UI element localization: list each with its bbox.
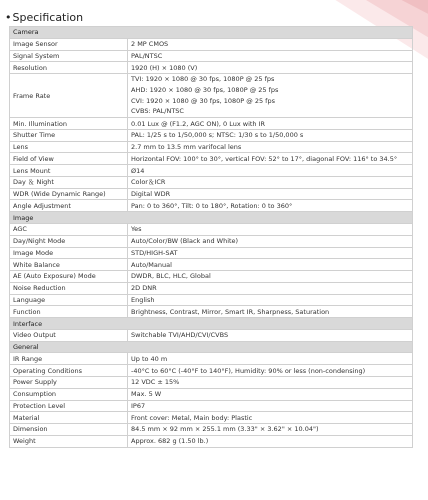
spec-value: 1920 (H) × 1080 (V): [128, 62, 413, 74]
spec-label: Noise Reduction: [10, 282, 128, 294]
title-bullet: •: [5, 11, 12, 24]
section-title: Image: [10, 212, 413, 224]
spec-value: Color＆ICR: [128, 176, 413, 188]
spec-label: Signal System: [10, 50, 128, 62]
spec-label: Weight: [10, 435, 128, 447]
spec-row: [10, 50, 413, 62]
spec-row: [10, 412, 413, 424]
spec-row: [10, 271, 413, 283]
section-title: General: [10, 341, 413, 353]
spec-row: [10, 424, 413, 436]
spec-value: 2.7 mm to 13.5 mm varifocal lens: [128, 141, 413, 153]
spec-label: IR Range: [10, 353, 128, 365]
title-text: Specification: [12, 11, 84, 24]
spec-label: Frame Rate: [10, 74, 128, 118]
spec-row: [10, 38, 413, 50]
spec-row: [10, 259, 413, 271]
spec-row: [10, 435, 413, 447]
spec-value: 2D DNR: [128, 282, 413, 294]
spec-value: Approx. 682 g (1.50 lb.): [128, 435, 413, 447]
spec-label: Day ＆ Night: [10, 176, 128, 188]
spec-value: 0.01 Lux @ (F1.2, AGC ON), 0 Lux with IR: [128, 118, 413, 130]
spec-row: [10, 282, 413, 294]
section-title: Camera: [10, 27, 413, 39]
spec-label: Shutter Time: [10, 129, 128, 141]
spec-value: STD/HIGH-SAT: [128, 247, 413, 259]
spec-row: [10, 176, 413, 188]
spec-row: [10, 400, 413, 412]
spec-value: Pan: 0 to 360°, Tilt: 0 to 180°, Rotation: 0 to 360°: [128, 200, 413, 212]
spec-value: Up to 40 m: [128, 353, 413, 365]
spec-label: Operating Conditions: [10, 365, 128, 377]
spec-row: [10, 141, 413, 153]
spec-row: [10, 224, 413, 236]
spec-value: Max. 5 W: [128, 388, 413, 400]
section-title: Interface: [10, 318, 413, 330]
spec-value: Auto/Manual: [128, 259, 413, 271]
spec-label: Lens: [10, 141, 128, 153]
spec-row: [10, 353, 413, 365]
spec-row: [10, 306, 413, 318]
spec-value-line: AHD: 1920 × 1080 @ 30 fps, 1080P @ 25 fps: [131, 85, 279, 94]
spec-row: [10, 200, 413, 212]
spec-row: [10, 188, 413, 200]
spec-value: Digital WDR: [128, 188, 413, 200]
spec-value: Yes: [128, 224, 413, 236]
spec-row: [10, 118, 413, 130]
spec-value: 2 MP CMOS: [128, 38, 413, 50]
spec-row: [10, 376, 413, 388]
spec-value: Auto/Color/BW (Black and White): [128, 235, 413, 247]
spec-value: English: [128, 294, 413, 306]
spec-value-line: CVI: 1920 × 1080 @ 30 fps, 1080P @ 25 fps: [131, 96, 275, 105]
spec-label: Angle Adjustment: [10, 200, 128, 212]
spec-value-line: CVBS: PAL/NTSC: [131, 107, 184, 116]
spec-row: [10, 165, 413, 177]
spec-value: 84.5 mm × 92 mm × 255.1 mm (3.33" × 3.62" × 10.04"): [128, 424, 413, 436]
spec-value: IP67: [128, 400, 413, 412]
spec-label: Lens Mount: [10, 165, 128, 177]
spec-value: 12 VDC ± 15%: [128, 376, 413, 388]
spec-row: [10, 388, 413, 400]
spec-label: WDR (Wide Dynamic Range): [10, 188, 128, 200]
section-header: [10, 318, 413, 330]
spec-value: DWDR, BLC, HLC, Global: [128, 271, 413, 283]
spec-value: Ø14: [128, 165, 413, 177]
spec-value: Horizontal FOV: 100° to 30°, vertical FOV: 52° to 17°, diagonal FOV: 116° to 34.5°: [128, 153, 413, 165]
spec-label: Image Sensor: [10, 38, 128, 50]
spec-label: Consumption: [10, 388, 128, 400]
spec-row: [10, 153, 413, 165]
spec-table: [9, 26, 413, 448]
spec-label: White Balance: [10, 259, 128, 271]
spec-value: PAL/NTSC: [128, 50, 413, 62]
spec-row: [10, 365, 413, 377]
spec-label: Language: [10, 294, 128, 306]
spec-value: PAL: 1/25 s to 1/50,000 s; NTSC: 1/30 s to 1/50,000 s: [128, 129, 413, 141]
spec-label: Material: [10, 412, 128, 424]
spec-row: [10, 247, 413, 259]
section-header: [10, 27, 413, 39]
spec-label: Protection Level: [10, 400, 128, 412]
spec-value: -40°C to 60°C (-40°F to 140°F), Humidity: 90% or less (non-condensing): [128, 365, 413, 377]
spec-label: Video Output: [10, 329, 128, 341]
spec-value-line: TVI: 1920 × 1080 @ 30 fps, 1080P @ 25 fps: [131, 75, 275, 84]
spec-row: [10, 74, 413, 118]
spec-label: Field of View: [10, 153, 128, 165]
spec-label: Resolution: [10, 62, 128, 74]
spec-label: Power Supply: [10, 376, 128, 388]
spec-row: [10, 129, 413, 141]
spec-row: [10, 62, 413, 74]
spec-label: AGC: [10, 224, 128, 236]
section-header: [10, 212, 413, 224]
spec-label: Dimension: [10, 424, 128, 436]
spec-value: Brightness, Contrast, Mirror, Smart IR, Sharpness, Saturation: [128, 306, 413, 318]
page-title: [5, 11, 83, 24]
spec-row: [10, 329, 413, 341]
spec-value: Switchable TVI/AHD/CVI/CVBS: [128, 329, 413, 341]
spec-label: Image Mode: [10, 247, 128, 259]
spec-label: Day/Night Mode: [10, 235, 128, 247]
section-header: [10, 341, 413, 353]
spec-table-body: [10, 27, 413, 448]
spec-label: Min. Illumination: [10, 118, 128, 130]
spec-label: AE (Auto Exposure) Mode: [10, 271, 128, 283]
spec-row: [10, 235, 413, 247]
spec-value: Front cover: Metal, Main body: Plastic: [128, 412, 413, 424]
spec-value: [128, 74, 413, 118]
spec-label: Function: [10, 306, 128, 318]
spec-row: [10, 294, 413, 306]
